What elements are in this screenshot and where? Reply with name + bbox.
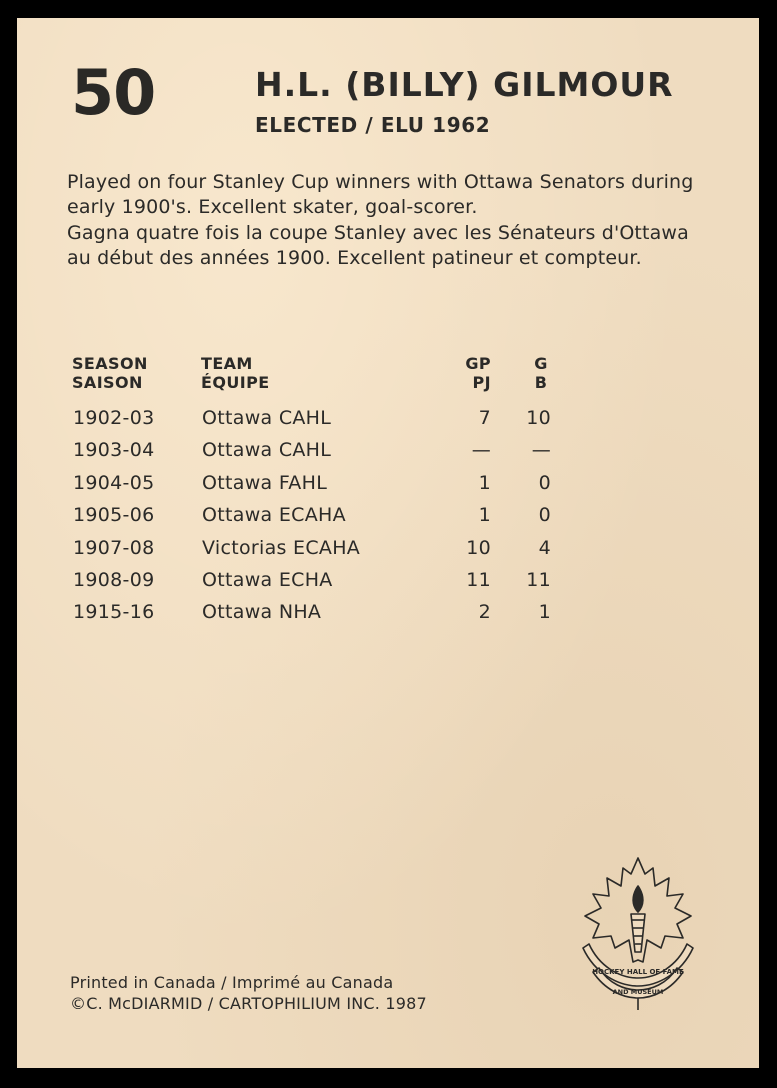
season-cell: 1915-16 [73, 601, 155, 623]
elected-year: ELECTED / ELU 1962 [255, 113, 491, 137]
table-row [71, 532, 561, 564]
printed-in-line: Printed in Canada / Imprimé au Canada [70, 973, 394, 992]
header-gp: GP PJ [465, 354, 491, 392]
team-cell: Ottawa ECAHA [202, 504, 346, 526]
season-cell: 1902-03 [73, 407, 155, 429]
gp-cell: 11 [466, 569, 491, 591]
table-row [71, 564, 561, 596]
g-cell: 10 [526, 407, 551, 429]
gp-cell: 10 [466, 537, 491, 559]
season-cell: 1904-05 [73, 472, 155, 494]
table-row [71, 467, 561, 499]
team-cell: Ottawa NHA [202, 601, 322, 623]
table-row [71, 434, 561, 466]
header-team: TEAM ÉQUIPE [201, 354, 270, 392]
card-back [17, 18, 759, 1068]
g-cell: 4 [538, 537, 551, 559]
table-row [71, 402, 561, 434]
gp-cell: — [471, 439, 491, 461]
season-cell: 1908-09 [73, 569, 155, 591]
g-cell: — [531, 439, 551, 461]
gp-cell: 1 [478, 504, 491, 526]
table-row [71, 499, 561, 531]
g-cell: 0 [538, 472, 551, 494]
season-cell: 1905-06 [73, 504, 155, 526]
player-name: H.L. (BILLY) GILMOUR [255, 65, 674, 104]
bio-french: Gagna quatre fois la coupe Stanley avec les Sénateurs d'Ottawa au début des années 1900. Excellent patineur et compteur. [67, 222, 689, 269]
hockey-hall-of-fame-logo-icon [575, 856, 701, 1012]
copyright-line: ©C. McDIARMID / CARTOPHILIUM INC. 1987 [70, 994, 427, 1013]
team-cell: Ottawa CAHL [202, 439, 332, 461]
g-cell: 1 [538, 601, 551, 623]
team-cell: Victorias ECAHA [202, 537, 361, 559]
team-cell: Ottawa FAHL [202, 472, 328, 494]
svg-text:HOCKEY HALL OF FAME: HOCKEY HALL OF FAME [592, 968, 684, 976]
season-cell: 1903-04 [73, 439, 155, 461]
team-cell: Ottawa CAHL [202, 407, 332, 429]
season-cell: 1907-08 [73, 537, 155, 559]
footer-credits [70, 972, 427, 1014]
table-row [71, 596, 561, 628]
g-cell: 11 [526, 569, 551, 591]
header-g: G B [534, 354, 548, 392]
svg-text:AND MUSEUM: AND MUSEUM [612, 988, 664, 996]
gp-cell: 2 [478, 601, 491, 623]
bio-english: Played on four Stanley Cup winners with Ottawa Senators during early 1900's. Excellent skater, goal-scorer. [67, 171, 694, 218]
team-cell: Ottawa ECHA [202, 569, 333, 591]
gp-cell: 1 [478, 472, 491, 494]
header-season: SEASON SAISON [72, 354, 148, 392]
gp-cell: 7 [478, 407, 491, 429]
card-number: 50 [71, 56, 156, 129]
g-cell: 0 [538, 504, 551, 526]
